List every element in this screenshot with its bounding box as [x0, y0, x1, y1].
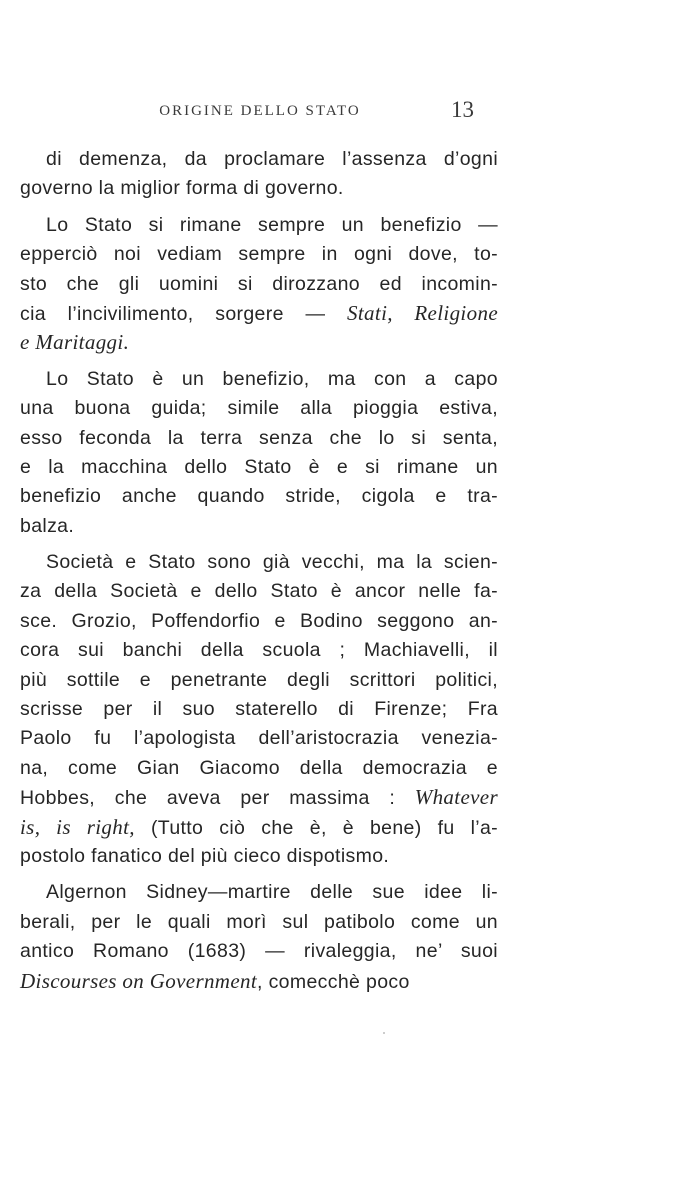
text-run: Algernon Sidney—martire delle sue idee li-: [46, 881, 498, 904]
text-line: [20, 211, 498, 240]
text-run: za della Società e dello Stato è ancor nelle fa-: [20, 580, 498, 603]
text-run: cia l’incivilimento, sorgere —: [20, 302, 347, 325]
text-line: [20, 174, 498, 203]
body-text: [20, 145, 498, 996]
paragraph-gap: [20, 541, 498, 548]
text-line: [20, 548, 498, 577]
text-line: [20, 908, 498, 937]
text-run: Hobbes, che aveva per massima :: [20, 787, 415, 810]
text-run: antico Romano (1683) — rivaleggia, ne’ suoi: [20, 940, 498, 963]
running-title: ORIGINE DELLO STATO: [159, 103, 361, 119]
text-run: (Tutto ciò che è, è bene) fu l’a-: [134, 816, 498, 839]
text-run: più sottile e penetrante degli scrittori politici,: [20, 668, 498, 691]
text-line: [20, 783, 498, 812]
text-line: [20, 394, 498, 423]
running-head: [20, 97, 500, 127]
italic-text: Discourses on Government: [20, 968, 258, 993]
text-run: Paolo fu l’apologista dell’aristocrazia venezia-: [20, 727, 498, 750]
text-line: [20, 328, 498, 357]
text-run: benefizio anche quando stride, cigola e tra-: [20, 485, 498, 508]
text-run: scrisse per il suo staterello di Firenze; Fra: [20, 698, 498, 721]
text-line: [20, 424, 498, 453]
text-run: Società e Stato sono già vecchi, ma la scien-: [46, 551, 498, 574]
text-run: di demenza, da proclamare l’assenza d’ogni: [46, 148, 498, 170]
text-line: [20, 636, 498, 665]
text-line: [20, 813, 498, 842]
paragraph-gap: [20, 358, 498, 365]
text-line: [20, 512, 498, 541]
text-run: balza.: [20, 514, 75, 537]
page-number: 13: [451, 97, 474, 122]
paragraph: [20, 145, 498, 204]
text-run: cora sui banchi della scuola ; Machiavelli, il: [20, 639, 498, 662]
text-line: [20, 270, 498, 299]
text-line: [20, 754, 498, 783]
text-line: [20, 967, 498, 996]
text-line: [20, 453, 498, 482]
text-line: [20, 607, 498, 636]
paragraph-gap: [20, 871, 498, 878]
paragraph: [20, 365, 498, 541]
text-run: e la macchina dello Stato è e si rimane un: [20, 455, 498, 478]
text-line: [20, 666, 498, 695]
text-line: [20, 299, 498, 328]
text-run: Lo Stato è un benefizio, ma con a capo: [46, 367, 498, 390]
text-line: [20, 365, 498, 394]
text-line: [20, 145, 498, 174]
italic-text: Stati, Religione: [347, 300, 498, 325]
italic-text: e Maritaggi.: [20, 330, 130, 355]
paper-speck: [383, 1032, 385, 1034]
text-run: epperciò noi vediam sempre in ogni dove, to-: [20, 243, 498, 266]
text-line: [20, 482, 498, 511]
text-run: , comecchè poco: [257, 970, 410, 993]
text-run: postolo fanatico del più cieco dispotismo.: [20, 844, 390, 867]
text-line: [20, 695, 498, 724]
italic-text: Whatever: [414, 785, 498, 810]
text-line: [20, 577, 498, 606]
text-run: esso feconda la terra senza che lo si senta,: [20, 426, 498, 449]
text-run: berali, per le quali morì sul patibolo come un: [20, 910, 498, 933]
paragraph: [20, 548, 498, 871]
text-line: [20, 240, 498, 269]
text-run: Lo Stato si rimane sempre un benefizio —: [46, 213, 498, 236]
paragraph: [20, 211, 498, 358]
paragraph-gap: [20, 204, 498, 211]
text-line: [20, 842, 498, 871]
italic-text: is, is right,: [20, 814, 135, 839]
text-run: na, come Gian Giacomo della democrazia e: [20, 756, 498, 779]
text-run: una buona guida; simile alla pioggia estiva,: [20, 397, 498, 420]
text-line: [20, 724, 498, 753]
paragraph: [20, 878, 498, 996]
text-run: sce. Grozio, Poffendorfio e Bodino seggono an-: [20, 609, 498, 632]
text-line: [20, 878, 498, 907]
text-line: [20, 937, 498, 966]
text-run: sto che gli uomini si dirozzano ed incomin-: [20, 272, 498, 295]
text-run: governo la miglior forma di governo.: [20, 177, 344, 200]
